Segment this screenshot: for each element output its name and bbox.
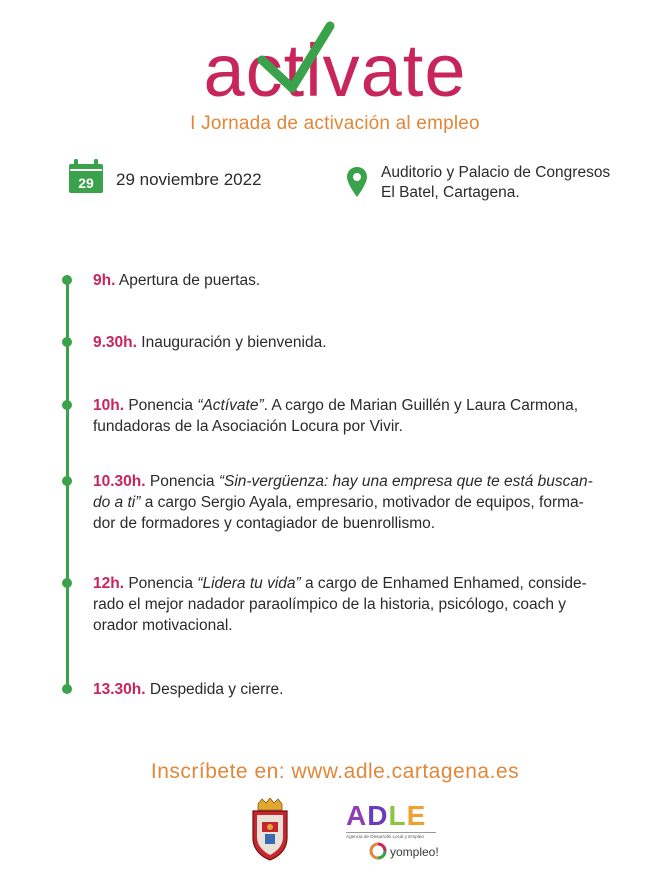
schedule-time: 13.30h.	[93, 681, 146, 698]
schedule-text: a cargo Sergio Ayala, empresario, motivador de equipos, forma-	[140, 494, 584, 511]
adle-letter: A	[346, 800, 368, 831]
schedule-text: Ponencia	[149, 473, 219, 490]
talk-title: do a ti”	[93, 494, 141, 511]
schedule-time: 10.30h.	[93, 473, 146, 490]
timeline-dot	[62, 578, 72, 588]
schedule-text: fundadoras de la Asociación Locura por Vivir.	[93, 418, 403, 435]
schedule-text: Apertura de puertas.	[118, 272, 261, 289]
register-link[interactable]: Inscríbete en: www.adle.cartagena.es	[150, 760, 520, 783]
schedule-item	[93, 679, 623, 700]
logo-text: activate	[203, 29, 467, 110]
schedule-text: dor de formadores y contagiador de buenrollismo.	[93, 515, 436, 532]
schedule-item	[93, 471, 623, 534]
schedule-item	[93, 573, 623, 636]
timeline-dot	[62, 275, 72, 285]
schedule-item	[93, 395, 623, 437]
adle-letter: E	[406, 800, 427, 831]
event-date: 29 noviembre 2022	[116, 170, 262, 189]
adle-subtitle: Agencia de Desarrollo Local y Empleo	[346, 832, 436, 839]
timeline-dot	[62, 476, 72, 486]
cartagena-coat-of-arms	[248, 798, 292, 862]
yompleo-logo: yompleo!	[390, 845, 439, 859]
schedule-time: 9h.	[93, 272, 116, 289]
schedule-item	[93, 270, 623, 291]
timeline-dot	[62, 400, 72, 410]
schedule-text: Ponencia	[128, 575, 198, 592]
location-pin-icon	[346, 166, 368, 198]
subtitle: I Jornada de activación al empleo	[190, 113, 480, 134]
schedule-text: Despedida y cierre.	[149, 681, 284, 698]
talk-title: “Sin-vergüenza: hay una empresa que te está buscan-	[218, 473, 593, 490]
schedule-text: Inauguración y bienvenida.	[141, 334, 327, 351]
talk-title: “Actívate”	[197, 397, 264, 414]
adle-logo	[346, 800, 426, 832]
event-venue	[381, 163, 610, 203]
yompleo-icon	[369, 842, 387, 860]
activate-logo	[0, 18, 670, 110]
venue-line-1: Auditorio y Palacio de Congresos	[381, 164, 611, 181]
schedule-text: a cargo de Enhamed Enhamed, conside-	[300, 575, 587, 592]
schedule-time: 9.30h.	[93, 334, 137, 351]
venue-line-2: El Batel, Cartagena.	[381, 184, 520, 201]
adle-letter: D	[367, 800, 389, 831]
schedule-time: 12h.	[93, 575, 125, 592]
calendar-icon	[68, 158, 104, 194]
talk-title: “Lidera tu vida”	[197, 575, 301, 592]
schedule-text: orador motivacional.	[93, 617, 233, 634]
adle-letter: L	[388, 800, 407, 831]
timeline-dot	[62, 337, 72, 347]
schedule-text: rado el mejor nadador paraolímpico de la historia, psicólogo, coach y	[93, 596, 567, 613]
calendar-day: 29	[78, 175, 94, 191]
timeline-dot	[62, 684, 72, 694]
schedule-text: . A cargo de Marian Guillén y Laura Carmona,	[263, 397, 579, 414]
schedule-text: Ponencia	[128, 397, 198, 414]
schedule-item	[93, 332, 623, 353]
schedule-time: 10h.	[93, 397, 125, 414]
